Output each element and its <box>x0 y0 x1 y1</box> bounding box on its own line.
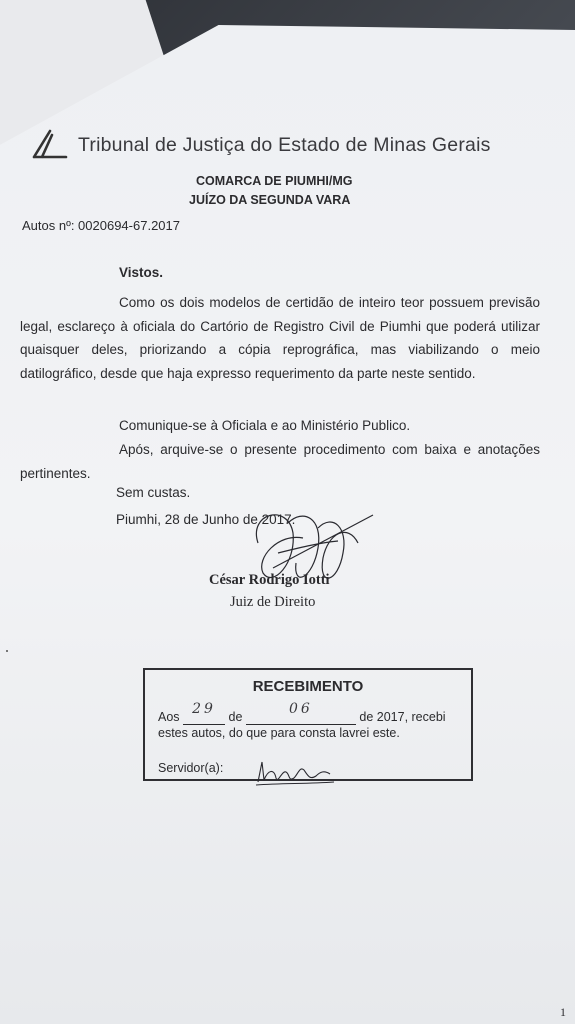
paragraph-instructions: Como os dois modelos de certidão de inteiro teor possuem previsão legal, esclareço à oficiala do Cartório de Registro Civil de Piumhi que poderá utilizar quaisquer deles, priorizando a cópia reprográfica, mas viabilizando o meio datilográfico, desde que haja expresso requerimento da parte neste sentido. <box>20 295 540 381</box>
handwritten-day: 29 <box>192 701 216 717</box>
receipt-statement: estes autos, do que para consta lavrei este. <box>158 726 400 740</box>
place-date: Piumhi, 28 de Junho de 2017. <box>116 512 296 527</box>
handwritten-month: 06 <box>288 701 313 717</box>
costs-line: Sem custas. <box>116 485 191 500</box>
de-label: de <box>228 710 243 724</box>
margin-mark <box>6 650 8 652</box>
judge-title: Juiz de Direito <box>230 594 316 610</box>
court-logo-icon <box>30 127 70 161</box>
year-text: de 2017, recebi <box>359 710 446 724</box>
month-blank <box>246 701 356 725</box>
opening-word: Vistos. <box>119 265 164 280</box>
comarca-heading: COMARCA DE PIUMHI/MG <box>196 174 353 188</box>
judge-name: César Rodrigo Iotti <box>209 572 330 588</box>
receipt-title: RECEBIMENTO <box>252 678 364 695</box>
aos-label: Aos <box>158 710 180 724</box>
day-blank <box>183 701 225 725</box>
page-number: 1 <box>560 1005 566 1019</box>
case-number: Autos nº: 0020694-67.2017 <box>22 218 180 233</box>
servidor-initials-signature <box>252 756 342 788</box>
paragraph-archive: Após, arquive-se o presente procedimento com baixa e anotações pertinentes. <box>20 442 540 481</box>
juizo-heading: JUÍZO DA SEGUNDA VARA <box>189 193 351 207</box>
receipt-date-line <box>158 701 446 725</box>
servidor-label: Servidor(a): <box>158 761 224 775</box>
court-title: Tribunal de Justiça do Estado de Minas Gerais <box>78 134 491 156</box>
paragraph-communicate: Comunique-se à Oficiala e ao Ministério Publico. <box>119 418 411 433</box>
